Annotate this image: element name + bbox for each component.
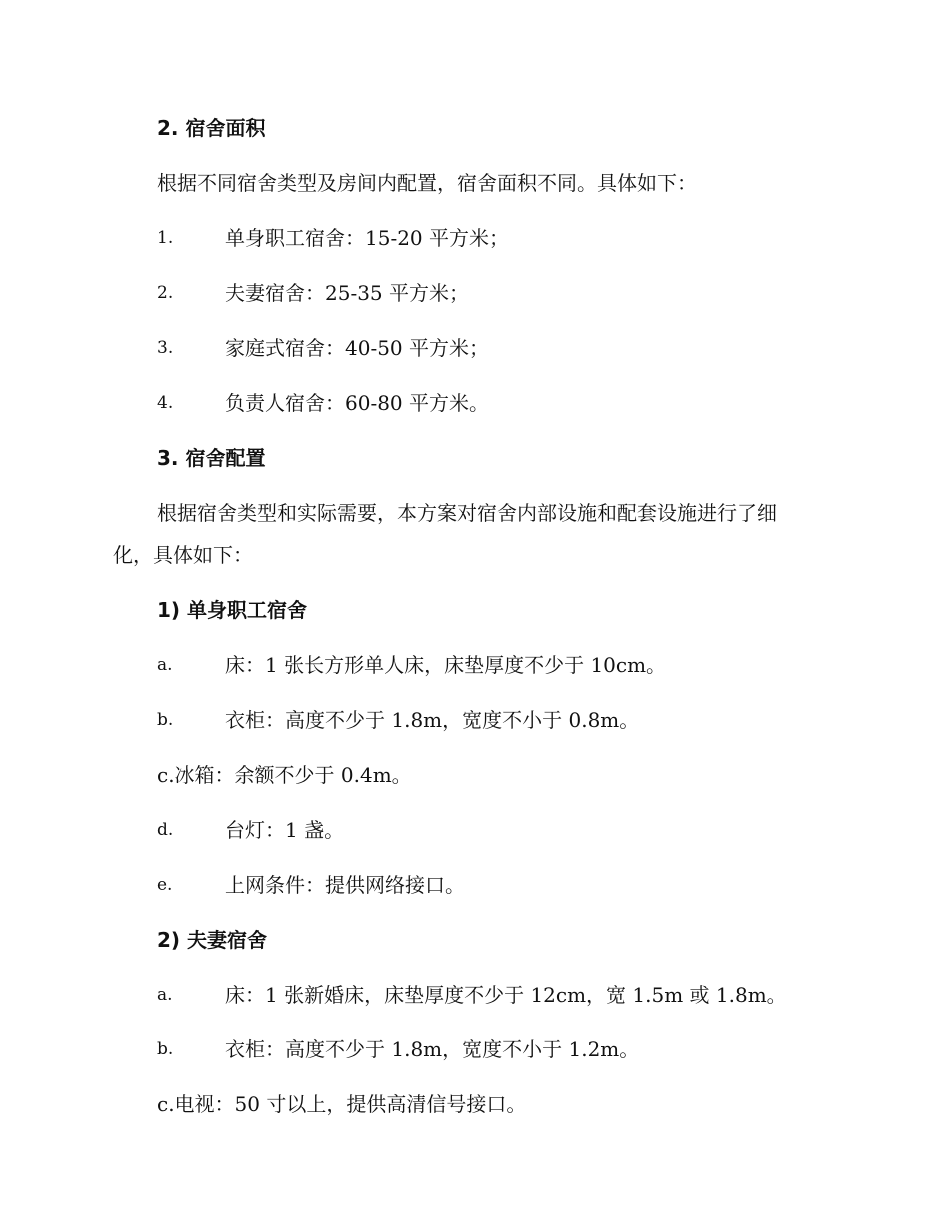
list-item-text: 衣柜：高度不少于 1.8m，宽度不小于 1.2m。 bbox=[225, 1037, 640, 1061]
config-intro-line1: 根据宿舍类型和实际需要，本方案对宿舍内部设施和配套设施进行了细 bbox=[157, 501, 777, 525]
list-item-text: 家庭式宿舍：40-50 平方米； bbox=[225, 336, 490, 360]
list-marker: 4. bbox=[157, 393, 174, 413]
list-item-text: 夫妻宿舍：25-35 平方米； bbox=[225, 281, 470, 305]
list-item-text: 负责人宿舍：60-80 平方米。 bbox=[225, 391, 490, 415]
list-item-inline: c.电视：50 寸以上，提供高清信号接口。 bbox=[157, 1092, 527, 1116]
list-item-text: 台灯：1 盏。 bbox=[225, 818, 345, 842]
section-heading-area: 2. 宿舍面积 bbox=[157, 116, 266, 140]
list-marker: d. bbox=[157, 820, 174, 840]
list-item-text: 床：1 张新婚床，床垫厚度不少于 12cm，宽 1.5m 或 1.8m。 bbox=[225, 983, 787, 1007]
list-item-inline: c.冰箱：余额不少于 0.4m。 bbox=[157, 763, 412, 787]
list-marker: 1. bbox=[157, 228, 174, 248]
list-marker: 2. bbox=[157, 283, 174, 303]
list-marker: a. bbox=[157, 655, 173, 675]
list-item-text: 床：1 张长方形单人床，床垫厚度不少于 10cm。 bbox=[225, 653, 667, 677]
subheading-couple: 2) 夫妻宿舍 bbox=[157, 928, 268, 952]
config-intro-line2: 化，具体如下： bbox=[113, 543, 253, 567]
list-marker: b. bbox=[157, 710, 174, 730]
area-intro: 根据不同宿舍类型及房间内配置，宿舍面积不同。具体如下： bbox=[157, 171, 697, 195]
list-marker: a. bbox=[157, 985, 173, 1005]
list-item-text: 上网条件：提供网络接口。 bbox=[225, 873, 465, 897]
list-marker: 3. bbox=[157, 338, 174, 358]
list-marker: b. bbox=[157, 1039, 174, 1059]
subheading-single: 1) 单身职工宿舍 bbox=[157, 598, 308, 622]
list-item-text: 衣柜：高度不少于 1.8m，宽度不小于 0.8m。 bbox=[225, 708, 640, 732]
list-marker: e. bbox=[157, 875, 173, 895]
list-item-text: 单身职工宿舍：15-20 平方米； bbox=[225, 226, 510, 250]
section-heading-config: 3. 宿舍配置 bbox=[157, 446, 266, 470]
